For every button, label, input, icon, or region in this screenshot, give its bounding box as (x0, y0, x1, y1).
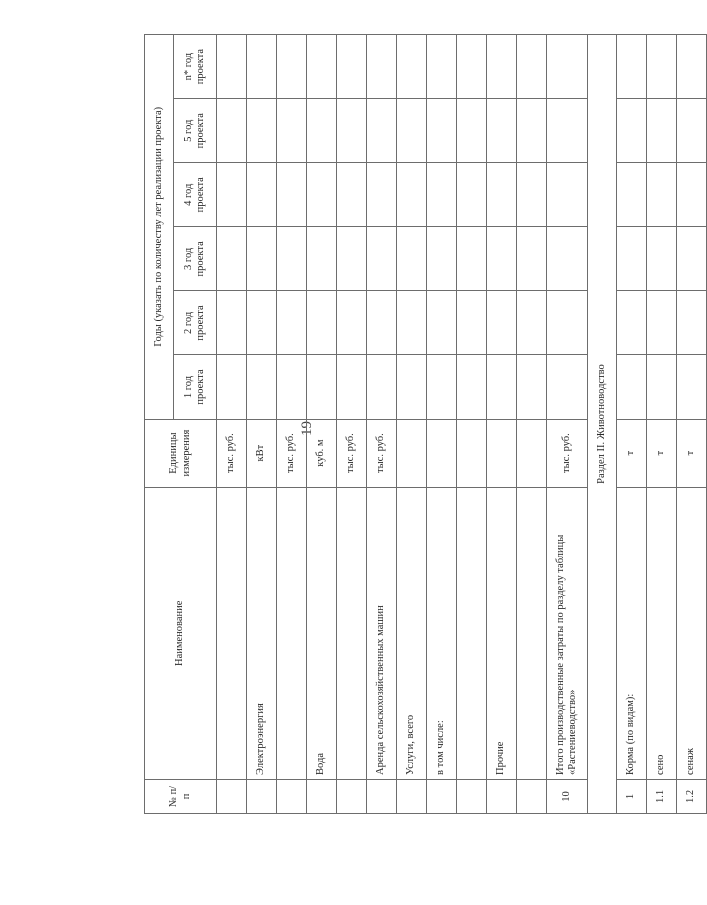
cell-value (427, 291, 457, 355)
cell-value (277, 99, 307, 163)
cell-value (397, 355, 427, 419)
table-row (617, 35, 647, 814)
cell-value (367, 35, 397, 99)
cell-value (617, 35, 647, 99)
cell-value (217, 227, 247, 291)
cell-num (337, 779, 367, 813)
cell-value (517, 227, 547, 291)
cell-unit: кВт (247, 419, 277, 487)
cell-value (247, 99, 277, 163)
cell-value (217, 99, 247, 163)
cell-value (427, 163, 457, 227)
cell-name: сено (647, 487, 677, 779)
cell-unit: тыс. руб. (367, 419, 397, 487)
cell-value (367, 291, 397, 355)
header-year: 2 год проекта (174, 291, 217, 355)
cell-value (337, 291, 367, 355)
cell-value (647, 99, 677, 163)
cell-value (487, 355, 517, 419)
cell-value (617, 99, 647, 163)
cell-value (457, 291, 487, 355)
cell-value (547, 227, 588, 291)
cell-name: Услуги, всего (397, 487, 427, 779)
cell-value (247, 163, 277, 227)
cell-value (247, 227, 277, 291)
cell-value (457, 355, 487, 419)
cell-num (427, 779, 457, 813)
cell-value (547, 99, 588, 163)
cell-num (247, 779, 277, 813)
cell-num (457, 779, 487, 813)
cell-unit (517, 419, 547, 487)
cell-unit: т (617, 419, 647, 487)
header-years-group: Годы (указать по количеству лет реализации проекта) (145, 35, 174, 420)
table-row (457, 35, 487, 814)
cell-value (397, 99, 427, 163)
cell-value (487, 99, 517, 163)
cell-value (367, 163, 397, 227)
cell-name: Прочие (487, 487, 517, 779)
cell-value (647, 227, 677, 291)
cell-value (457, 163, 487, 227)
cell-value (277, 227, 307, 291)
cell-value (547, 355, 588, 419)
section-title: Раздел II. Животноводство (588, 35, 617, 814)
cell-value (457, 227, 487, 291)
cell-name (457, 487, 487, 779)
header-unit: Единицы измерения (145, 419, 217, 487)
cell-value (397, 35, 427, 99)
header-name: Наименование (145, 487, 217, 779)
table-row (677, 35, 707, 814)
cell-name: Итого производственные затраты по разделу таблицы «Растениеводство» (547, 487, 588, 779)
table-row (307, 35, 337, 814)
cell-value (337, 227, 367, 291)
cell-value (217, 163, 247, 227)
cell-unit (427, 419, 457, 487)
cell-value (217, 291, 247, 355)
cell-num: 1 (617, 779, 647, 813)
header-year: n* год проекта (174, 35, 217, 99)
cell-value (617, 355, 647, 419)
cell-value (337, 35, 367, 99)
cell-value (457, 35, 487, 99)
cell-value (487, 291, 517, 355)
table-row (247, 35, 277, 814)
table-row (647, 35, 677, 814)
cell-name: Корма (по видам): (617, 487, 647, 779)
cell-num (367, 779, 397, 813)
cell-value (517, 163, 547, 227)
cell-name: сенаж (677, 487, 707, 779)
cell-value (277, 163, 307, 227)
cell-value (367, 227, 397, 291)
table-row (487, 35, 517, 814)
cell-value (487, 35, 517, 99)
cost-table (144, 34, 707, 814)
cell-value (457, 99, 487, 163)
table-row (367, 35, 397, 814)
table-row-total (547, 35, 588, 814)
cell-name: в том числе: (427, 487, 457, 779)
cell-value (307, 35, 337, 99)
cell-name: Вода (307, 487, 337, 779)
cell-value (547, 163, 588, 227)
cell-unit: тыс. руб. (277, 419, 307, 487)
cell-value (617, 291, 647, 355)
cell-name: Электроэнергия (247, 487, 277, 779)
cell-value (517, 291, 547, 355)
cell-name (217, 487, 247, 779)
table-row (517, 35, 547, 814)
cell-value (277, 355, 307, 419)
cell-num (397, 779, 427, 813)
cell-name (277, 487, 307, 779)
cell-value (677, 227, 707, 291)
cell-num (217, 779, 247, 813)
cell-value (277, 291, 307, 355)
cell-value (487, 163, 517, 227)
cell-value (247, 355, 277, 419)
table-row (337, 35, 367, 814)
cell-value (427, 35, 457, 99)
header-num: № п/п (145, 779, 217, 813)
cell-value (307, 291, 337, 355)
cell-value (647, 35, 677, 99)
cell-value (517, 355, 547, 419)
cell-unit: т (647, 419, 677, 487)
cell-unit: тыс. руб. (217, 419, 247, 487)
cell-value (617, 163, 647, 227)
cell-value (307, 355, 337, 419)
cell-value (677, 99, 707, 163)
cell-unit (457, 419, 487, 487)
cell-value (647, 163, 677, 227)
cell-name: Аренда сельскохозяйственных машин (367, 487, 397, 779)
cell-value (517, 99, 547, 163)
cell-unit: т (677, 419, 707, 487)
cell-value (427, 99, 457, 163)
cell-value (677, 163, 707, 227)
cell-unit (397, 419, 427, 487)
cell-value (427, 227, 457, 291)
cell-value (247, 35, 277, 99)
page-number: 19 (299, 421, 315, 436)
cell-value (647, 291, 677, 355)
cell-value (367, 99, 397, 163)
cell-name (337, 487, 367, 779)
cell-unit: тыс. руб. (337, 419, 367, 487)
cell-value (397, 227, 427, 291)
cell-num: 10 (547, 779, 588, 813)
cell-value (427, 355, 457, 419)
cell-value (647, 355, 677, 419)
header-year: 4 год проекта (174, 163, 217, 227)
cell-num: 1.2 (677, 779, 707, 813)
cell-value (277, 35, 307, 99)
cell-value (517, 35, 547, 99)
cell-value (617, 227, 647, 291)
cell-unit: куб. м (307, 419, 337, 487)
cell-value (547, 291, 588, 355)
cell-num (487, 779, 517, 813)
cell-value (367, 355, 397, 419)
cell-value (547, 35, 588, 99)
rotated-table-container (144, 34, 697, 814)
table-row (427, 35, 457, 814)
cell-value (487, 227, 517, 291)
cell-num (277, 779, 307, 813)
cell-num (307, 779, 337, 813)
header-year: 3 год проекта (174, 227, 217, 291)
cell-value (677, 355, 707, 419)
cell-unit (487, 419, 517, 487)
cell-value (337, 355, 367, 419)
cell-value (677, 291, 707, 355)
cell-value (247, 291, 277, 355)
cell-value (337, 99, 367, 163)
header-year: 1 год проекта (174, 355, 217, 419)
header-year: 5 год проекта (174, 99, 217, 163)
cell-value (307, 99, 337, 163)
cell-num: 1.1 (647, 779, 677, 813)
cell-value (397, 163, 427, 227)
cell-value (217, 355, 247, 419)
section-row (588, 35, 617, 814)
cell-value (217, 35, 247, 99)
table-row (277, 35, 307, 814)
cell-value (307, 227, 337, 291)
table-row (217, 35, 247, 814)
table-row (397, 35, 427, 814)
cell-value (397, 291, 427, 355)
cell-value (337, 163, 367, 227)
cell-value (677, 35, 707, 99)
cell-unit: тыс. руб. (547, 419, 588, 487)
cell-value (307, 163, 337, 227)
cell-num (517, 779, 547, 813)
cell-name (517, 487, 547, 779)
header-row-1 (145, 35, 174, 814)
